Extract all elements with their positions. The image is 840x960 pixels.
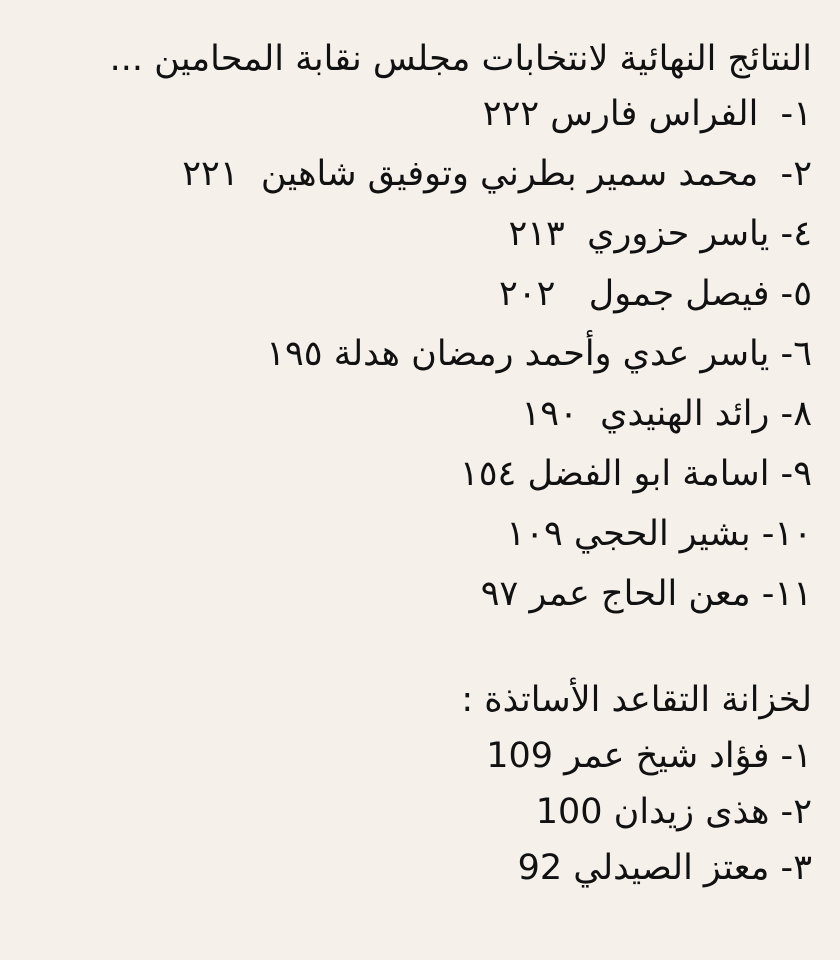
retirement-section-title: لخزانة التقاعد الأساتذة : — [461, 680, 812, 720]
list-item: ١- فؤاد شيخ عمر 109 — [486, 736, 812, 776]
list-item: ٦- ياسر عدي وأحمد رمضان هدلة ١٩٥ — [266, 334, 812, 374]
list-item: ٥- فيصل جمول ٢٠٢ — [498, 274, 812, 314]
list-item: ٢- محمد سمير بطرني وتوفيق شاهين ٢٢١ — [182, 154, 812, 194]
list-item: ٩- اسامة ابو الفضل ١٥٤ — [459, 454, 812, 494]
list-item: ٨- رائد الهنيدي ١٩٠ — [521, 394, 812, 434]
retirement-results-list — [28, 728, 812, 896]
list-item: ٣- معتز الصيدلي 92 — [517, 848, 812, 888]
list-item: ٢- هذى زيدان 100 — [535, 792, 812, 832]
list-item: ٤- ياسر حزوري ٢١٣ — [508, 214, 812, 254]
list-item: ١١- معن الحاج عمر ٩٧ — [480, 574, 812, 614]
results-title: النتائج النهائية لانتخابات مجلس نقابة المحامين ... — [109, 39, 812, 79]
list-item: ١٠- بشير الحجي ١٠٩ — [506, 514, 812, 554]
section-spacer — [28, 628, 812, 672]
list-item: ١- الفراس فارس ٢٢٢ — [482, 94, 812, 134]
council-results-list — [28, 88, 812, 628]
